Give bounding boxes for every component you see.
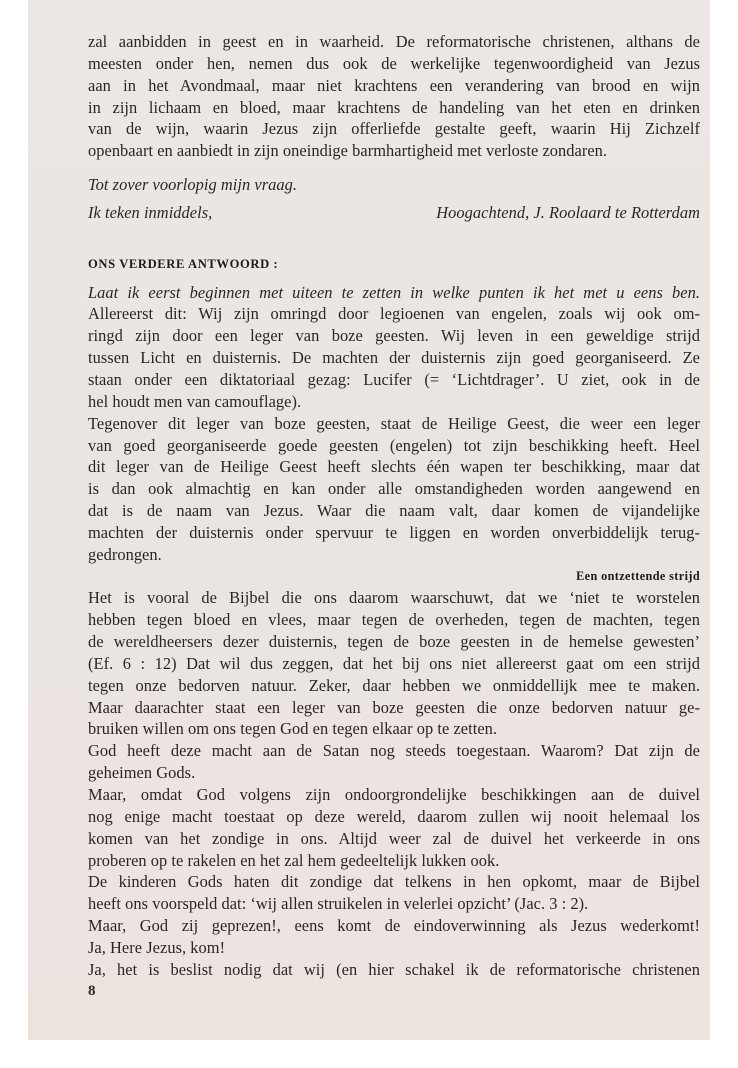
- page-number: 8: [88, 982, 96, 999]
- page-text: [88, 31, 700, 1002]
- text-line: machten der duisternis onder spervuur te liggen en worden onverbiddelijk terug-: [88, 522, 700, 542]
- answer-heading: ONS VERDERE ANTWOORD :: [88, 256, 279, 271]
- text-line: aan in het Avondmaal, maar niet krachtens een verandering van brood en wijn: [88, 75, 700, 95]
- text-line: proberen op te rakelen en het zal hem gedeeltelijk lukken ook.: [88, 850, 500, 870]
- text-line: Allereerst dit: Wij zijn omringd door legioenen van engelen, zoals wij ook om-: [88, 304, 700, 324]
- text-line: nog enige macht toestaat op deze wereld, daarom zullen wij nooit helemaal los: [88, 806, 700, 826]
- answer-intro: Laat ik eerst beginnen met uiteen te zetten in welke punten ik het met u eens ben.: [88, 282, 700, 302]
- text-line: staan onder een diktatoriaal gezag: Lucifer (= ‘Lichtdrager’. U ziet, ook in de: [88, 369, 700, 389]
- text-line: openbaart en aanbiedt in zijn oneindige barmhartigheid met verloste zondaren.: [88, 141, 608, 161]
- signature-line: [88, 202, 700, 224]
- text-line: hebben tegen bloed en vlees, maar tegen de overheden, tegen de machten, tegen: [88, 610, 700, 630]
- text-line: God heeft deze macht aan de Satan nog steeds toegestaan. Waarom? Dat zijn de: [88, 741, 700, 761]
- text-line: (Ef. 6 : 12) Dat wil dus zeggen, dat het bij ons niet allereerst gaat om een strijd: [88, 653, 700, 673]
- text-line: is dan ook almachtig en kan onder alle omstandigheden worden aangewend en: [88, 479, 700, 499]
- text-line: meesten onder hen, nemen dus ook de werkelijke tegenwoordigheid van Jezus: [88, 53, 700, 73]
- text-line: van de wijn, waarin Jezus zijn offerliefde gestalte geeft, waarin Hij Zichzelf: [88, 119, 700, 139]
- section-body: [88, 587, 700, 980]
- answer-paragraph-1: [88, 303, 700, 412]
- text-line: dit leger van de Heilige Geest heeft slechts één wapen ter beschikking, maar dat: [88, 457, 700, 477]
- text-line: tegen onze bedorven natuur. Zeker, daar hebben we onmiddellijk mee te maken.: [88, 675, 700, 695]
- text-line: Maar, omdat God volgens zijn ondoorgrondelijke beschikkingen aan de duivel: [88, 785, 700, 804]
- text-line: dat is de naam van Jezus. Waar die naam valt, daar komen de vijandelijke: [88, 501, 700, 521]
- section-subheading: Een ontzettende strijd: [576, 568, 700, 583]
- text-line: gedrongen.: [88, 544, 162, 564]
- text-line: de wereldheersers dezer duisternis, tegen de boze geesten in de hemelse gewesten’: [88, 632, 700, 652]
- signature-left: Ik teken inmiddels,: [88, 202, 213, 222]
- text-line: heeft ons voorspeld dat: ‘wij allen struikelen in velerlei opzicht’ (Jac. 3 : 2).: [88, 894, 589, 914]
- closing-question: Tot zover voorlopig mijn vraag.: [88, 175, 298, 195]
- text-line: Het is vooral de Bijbel die ons daarom waarschuwt, dat we ‘niet te worstelen: [88, 588, 700, 608]
- text-line: Tegenover dit leger van boze geesten, staat de Heilige Geest, die weer een leger: [88, 413, 700, 433]
- text-line: van goed georganiseerde goede geesten (engelen) tot zijn beschikking heeft. Heel: [88, 435, 700, 455]
- text-line: De kinderen Gods haten dit zondige dat telkens in hen opkomt, maar de Bijbel: [88, 872, 700, 892]
- text-line: ringd zijn door een leger van boze geesten. Wij leven in een geweldige strijd: [88, 326, 700, 346]
- text-line: Maar, God zij geprezen!, eens komt de eindoverwinning als Jezus wederkomt!: [88, 916, 700, 936]
- text-line: Ja, het is beslist nodig dat wij (en hier schakel ik de reformatorische christenen: [88, 959, 700, 979]
- text-line: Ja, Here Jezus, kom!: [88, 937, 226, 957]
- text-line: Maar daarachter staat een leger van boze geesten die onze bedorven natuur ge-: [88, 697, 700, 717]
- text-line: komen van het zondige in ons. Altijd weer zal de duivel het verkeerde in ons: [88, 828, 700, 848]
- text-line: zal aanbidden in geest en in waarheid. De reformatorische christenen, althans de: [88, 32, 700, 51]
- text-line: bruiken willen om ons tegen God en tegen elkaar op te zetten.: [88, 719, 498, 739]
- text-line: geheimen Gods.: [88, 763, 196, 783]
- text-line: in zijn lichaam en bloed, maar krachtens de handeling van het eten en drinken: [88, 97, 700, 117]
- text-line: hel houdt men van camouflage).: [88, 391, 302, 411]
- book-page: [28, 0, 710, 1040]
- text-line: tussen Licht en duisternis. De machten der duisternis zijn goed georganiseerd. Ze: [88, 348, 700, 368]
- signature-right: Hoogachtend, J. Roolaard te Rotterdam: [436, 202, 700, 222]
- answer-paragraph-2: [88, 413, 700, 566]
- letter-paragraph: [88, 31, 700, 162]
